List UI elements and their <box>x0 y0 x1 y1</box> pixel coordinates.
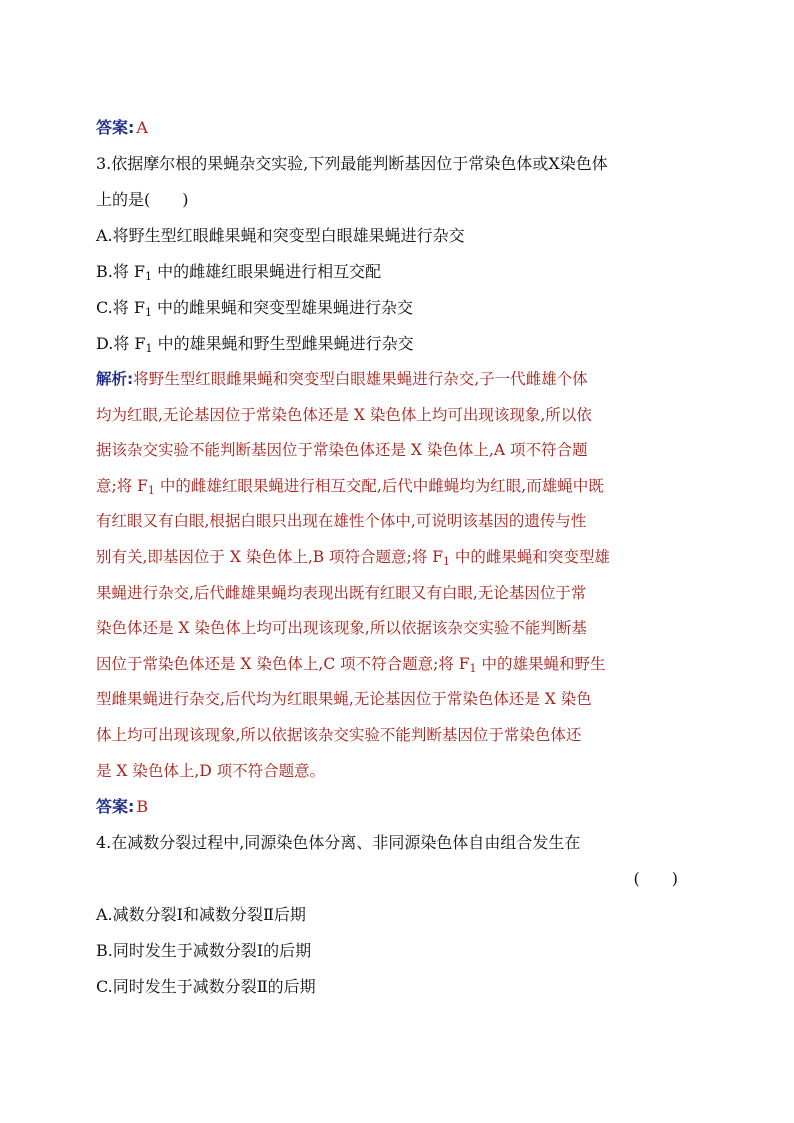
explanation-text: 将野生型红眼雌果蝇和突变型白眼雄果蝇进行杂交,子一代雌雄个体 <box>133 370 588 388</box>
subscript: 1 <box>469 661 477 675</box>
answer-colon: : <box>128 797 135 817</box>
q4-option-c: C.同时发生于减数分裂Ⅱ的后期 <box>96 977 316 997</box>
option-text: C.将 F <box>96 298 145 317</box>
q3-explanation-line10: 型雌果蝇进行杂交,后代均为红眼果蝇,无论基因位于常染色体还是 X 染色 <box>96 690 592 709</box>
explanation-text: 中的雄果蝇和野生 <box>476 654 606 673</box>
document-page <box>96 110 706 1005</box>
answer-value: B <box>136 797 149 817</box>
q3-explanation-line11: 体上均可出现该现象,所以依据该杂交实验不能判断基因位于常染色体还 <box>96 725 582 744</box>
answer-colon: : <box>128 118 135 137</box>
q4-option-b: B.同时发生于减数分裂Ⅰ的后期 <box>96 941 312 961</box>
answer-value: A <box>136 118 148 137</box>
explanation-text: 因位于常染色体还是 X 染色体上,C 项不符合题意;将 F <box>96 654 470 673</box>
subscript: 1 <box>145 342 153 355</box>
option-text: B.将 F <box>96 262 146 281</box>
subscript: 1 <box>145 270 153 283</box>
q3-explanation-line6 <box>96 540 706 576</box>
q3-explanation-line8: 染色体还是 X 染色体上均可出现该现象,所以依据该杂交实验不能判断基 <box>96 619 587 638</box>
q3-explanation-line7: 果蝇进行杂交,后代雌雄果蝇均表现出既有红眼又有白眼,无论基因位于常 <box>96 583 587 602</box>
option-text: D.将 F <box>96 334 146 353</box>
q3-explanation-line5: 有红眼又有白眼,根据白眼只出现在雄性个体中,可说明该基因的遗传与性 <box>96 512 587 531</box>
q3-explanation-line4 <box>96 469 706 505</box>
q4-stem-line1: 4.在减数分裂过程中,同源染色体分离、非同源染色体自由组合发生在 <box>96 833 581 853</box>
option-text: 中的雄果蝇和野生型雌果蝇进行杂交 <box>152 334 414 353</box>
q2-answer <box>96 110 706 146</box>
explanation-text: 中的雌果蝇和突变型雄 <box>449 547 610 566</box>
q3-explanation-line3: 据该杂交实验不能判断基因位于常染色体还是 X 染色体上,A 项不符合题 <box>96 441 588 460</box>
q3-stem-line1: 3.依据摩尔根的果蝇杂交实验,下列最能判断基因位于常染色体或X染色体 <box>96 154 608 173</box>
q4-stem-paren: ( ) <box>633 869 678 889</box>
explanation-text: 中的雌雄红眼果蝇进行相互交配,后代中雌蝇均为红眼,而雄蝇中既 <box>154 476 604 495</box>
q3-explanation-line2: 均为红眼,无论基因位于常染色体还是 X 染色体上均可出现该现象,所以依 <box>96 405 592 424</box>
subscript: 1 <box>442 554 450 568</box>
q3-explanation-line12: 是 X 染色体上,D 项不符合题意。 <box>96 761 326 780</box>
q3-option-c <box>96 290 706 326</box>
explanation-text: 意;将 F <box>96 476 148 495</box>
answer-label: 答案 <box>96 118 129 137</box>
q3-answer <box>96 789 706 825</box>
q4-option-a: A.减数分裂Ⅰ和减数分裂Ⅱ后期 <box>96 905 306 925</box>
q3-option-d <box>96 326 706 362</box>
subscript: 1 <box>147 483 155 497</box>
option-text: 中的雌雄红眼果蝇进行相互交配 <box>152 262 382 281</box>
q3-option-a: A.将野生型红眼雌果蝇和突变型白眼雄果蝇进行杂交 <box>96 226 465 245</box>
subscript: 1 <box>144 306 152 319</box>
q3-option-b <box>96 254 706 290</box>
explanation-colon: : <box>127 370 134 388</box>
q3-explanation-line9 <box>96 647 706 683</box>
explanation-text: 别有关,即基因位于 X 染色体上,B 项符合题意;将 F <box>96 547 443 566</box>
answer-label: 答案 <box>96 797 129 817</box>
explanation-label: 解析 <box>96 370 128 388</box>
q3-explanation-line1 <box>96 362 706 398</box>
option-text: 中的雌果蝇和突变型雄果蝇进行杂交 <box>151 298 414 317</box>
q3-stem-line2: 上的是( ) <box>96 190 189 209</box>
